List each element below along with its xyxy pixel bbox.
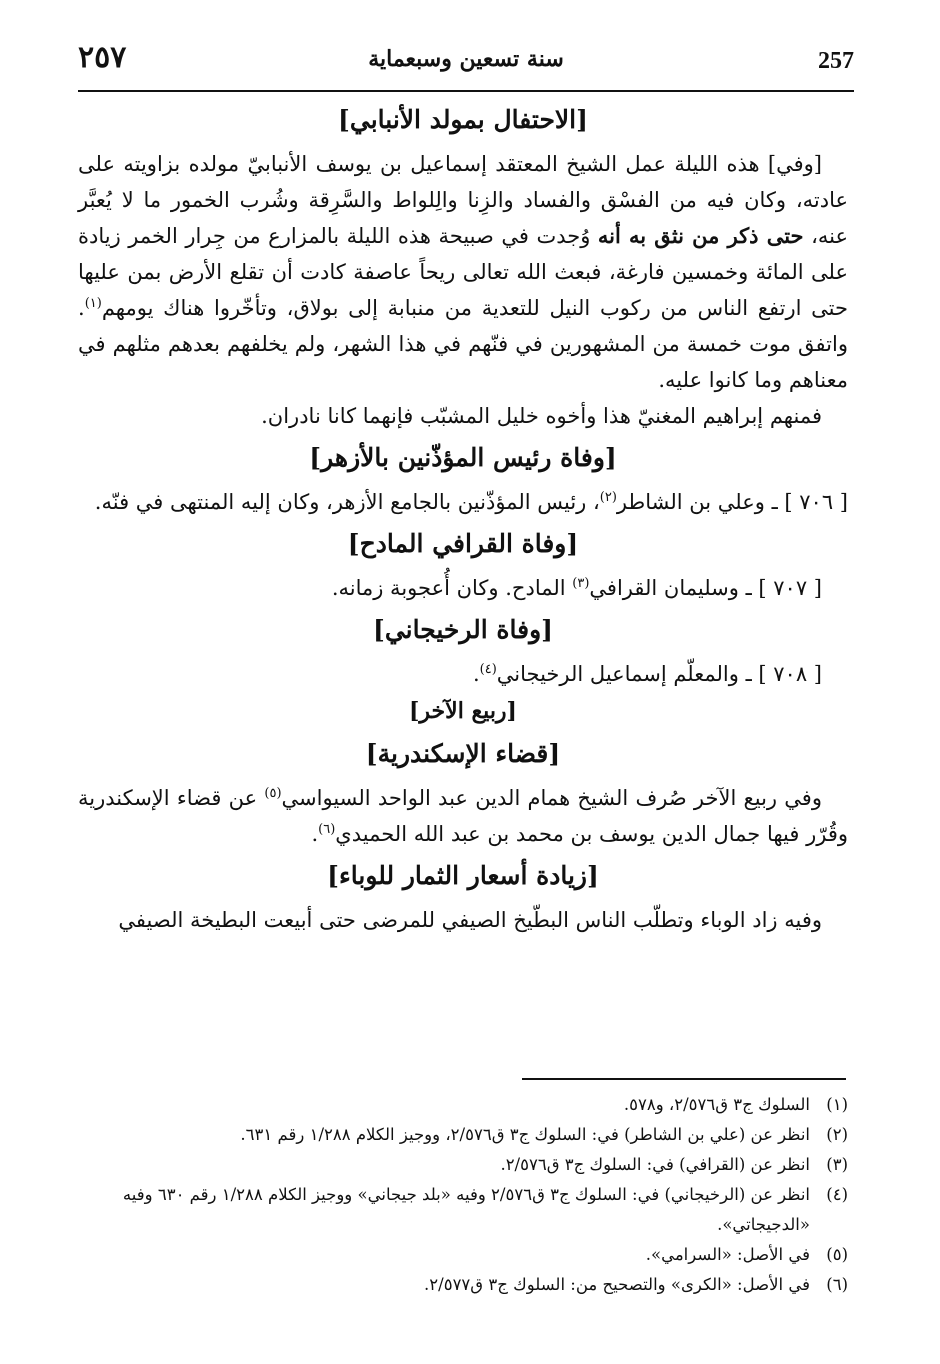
paragraph-text: وُجدت في صبيحة هذه الليلة بالمزارع من جِرار الخمر زيادة على المائة وخمسين فارغة، فبعث الله تعالى ريحاً عاصفة كادت أن تقلع الأرض بمن عليها حتى ارتفع الناس من ركوب النيل للتعدية من منبابة إلى بولاق، وتأخّروا هناك يومهم [78, 224, 848, 320]
footnote-number: (٦) [826, 1275, 848, 1294]
entry-paragraph [78, 570, 848, 606]
footnote-text: انظر عن (علي بن الشاطر) في: السلوك ج٣ ق٢/٥٧٦، ووجيز الكلام ١/٢٨٨ رقم ٦٣١. [240, 1125, 810, 1144]
section-heading: [زيادة أسعار الثمار للوباء] [327, 861, 599, 890]
paragraph-text: وفي ربيع الآخر صُرف الشيخ همام الدين عبد الواحد السيواسي [281, 786, 822, 810]
paragraph-text: . [311, 822, 319, 846]
paragraph [78, 780, 848, 852]
paragraph-text: [ ٧٠٦ ] ـ وعلي بن الشاطر [616, 490, 848, 514]
page-number-latin: 257 [818, 48, 854, 74]
footnote-ref: (٣) [572, 576, 590, 591]
paragraph-text: المادح. وكان أُعجوبة زمانه. [331, 576, 573, 600]
paragraph-text: [ ٧٠٧ ] ـ وسليمان القرافي [589, 576, 822, 600]
footnote-text: في الأصل: «الكرى» والتصحيح من: السلوك ج٣ ق٢/٥٧٧. [424, 1275, 810, 1294]
entry-paragraph [78, 484, 848, 520]
section-heading: [قضاء الإسكندرية] [365, 739, 561, 768]
footnote-ref: (٢) [599, 490, 617, 505]
footnote-item [78, 1150, 848, 1180]
section-heading: [وفاة رئيس المؤذّنين بالأزهر] [309, 443, 617, 472]
paragraph [78, 146, 848, 398]
footnotes [78, 1090, 848, 1300]
paragraph-text: عن قضاء الإسكندرية وقُرّر فيها جمال الدين يوسف بن محمد بن عبد الله الحميدي [78, 786, 848, 846]
footnote-ref: (٦) [318, 822, 336, 837]
paragraph-text: . واتفق موت خمسة من المشهورين في فنّهم في هذا الشهر، ولم يخلفهم بعدهم مثلهم في معناهم وما كانوا عليه. [78, 296, 848, 392]
section-heading: [الاحتفال بمولد الأنبابي] [338, 105, 588, 134]
month-heading: [ربيع الآخر] [409, 698, 517, 724]
footnote-number: (٣) [826, 1155, 848, 1174]
footnote-item [78, 1180, 848, 1240]
footnote-ref: (٥) [264, 786, 282, 801]
footnote-ref: (٤) [479, 662, 497, 677]
footnote-number: (١) [826, 1095, 848, 1114]
footnote-number: (٤) [826, 1185, 848, 1204]
footnote-number: (٢) [826, 1125, 848, 1144]
running-title: سنة تسعين وسبعماية [368, 46, 564, 72]
footnote-item [78, 1270, 848, 1300]
footnote-number: (٥) [826, 1245, 848, 1264]
footnote-item [78, 1090, 848, 1120]
entry-paragraph [78, 656, 848, 692]
paragraph-text: ، رئيس المؤذّنين بالجامع الأزهر، وكان إليه المنتهى في فنّه. [94, 490, 600, 514]
footnote-item [78, 1120, 848, 1150]
footnote-text: انظر عن (القرافي) في: السلوك ج٣ ق٢/٥٧٦. [500, 1155, 810, 1174]
footnote-item [78, 1240, 848, 1270]
main-text [78, 96, 848, 938]
footnote-separator [522, 1078, 846, 1080]
paragraph-text: [وفي] هذه الليلة عمل الشيخ المعتقد إسماعيل بن يوسف الأنبابيّ مولده بزاويته على عادته، وكان فيه من الفسْق والفساد والزِنا والِلواط والسَّرِقة وشُرب الخمور ما لا يُعبَّر عنه، [78, 152, 848, 248]
footnote-text: انظر عن (الرخيجاني) في: السلوك ج٣ ق٢/٥٧٦ وفيه «بلد جيجاني» ووجيز الكلام ١/٢٨٨ رقم ٦٣٠ وفيه «الدجيجاتي». [122, 1185, 810, 1234]
page-header [78, 38, 854, 92]
bold-text: حتى ذكر من نثق به أنه [597, 223, 804, 248]
section-heading: [وفاة القرافي المادح] [347, 529, 579, 558]
footnote-text: السلوك ج٣ ق٢/٥٧٦، و٥٧٨. [623, 1095, 810, 1114]
paragraph: وفيه زاد الوباء وتطلّب الناس البطّيخ الصيفي للمرضى حتى أبيعت البطيخة الصيفي [118, 908, 822, 932]
page-number-arabic: ٢٥٧ [78, 40, 127, 75]
footnote-text: في الأصل: «السرامي». [645, 1245, 810, 1264]
paragraph: فمنهم إبراهيم المغنيّ هذا وأخوه خليل المشبّب فإنهما كانا نادران. [261, 404, 822, 428]
paragraph-text: [ ٧٠٨ ] ـ والمعلّم إسماعيل الرخيجاني [496, 662, 822, 686]
footnote-ref: (١) [84, 296, 102, 311]
paragraph-text: . [472, 662, 480, 686]
section-heading: [وفاة الرخيجاني] [372, 615, 553, 644]
